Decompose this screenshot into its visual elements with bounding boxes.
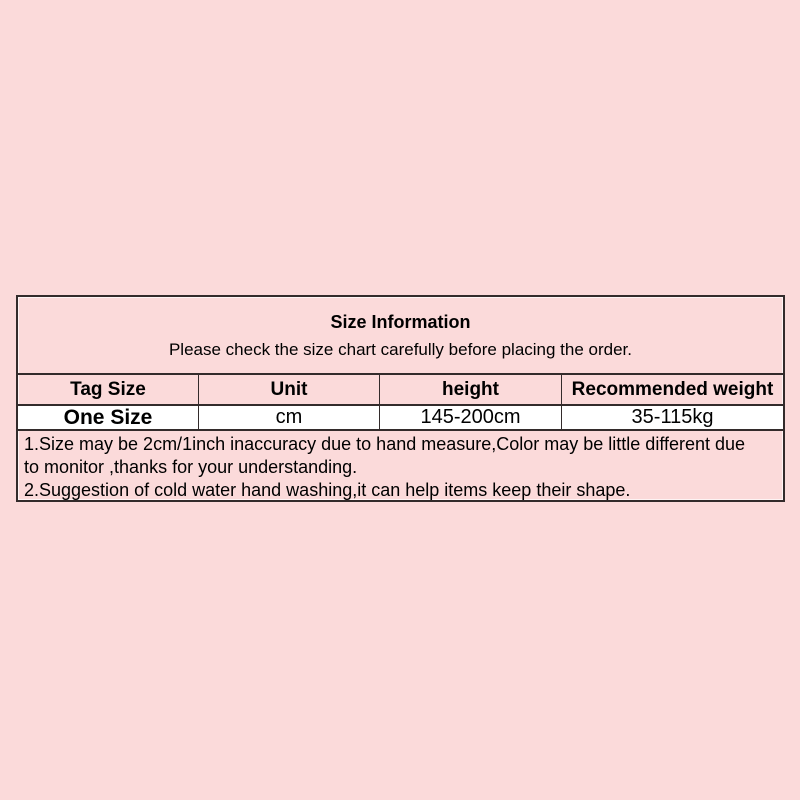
- cell-recommended-weight: 35-115kg: [631, 406, 714, 428]
- table-header-row: [18, 373, 783, 404]
- cell-unit: cm: [199, 406, 380, 429]
- column-header-height: height: [380, 375, 562, 404]
- column-header-unit: Unit: [199, 375, 380, 404]
- table-notes-section: [18, 429, 783, 500]
- size-chart-table: [16, 295, 785, 502]
- cell-tag-size: One Size: [18, 406, 199, 429]
- column-header-recommended-weight: Recommended weight: [571, 378, 774, 400]
- note-line-1: 1.Size may be 2cm/1inch inaccuracy due to hand measure,Color may be little different due: [24, 434, 746, 454]
- cell-height: 145-200cm: [380, 406, 562, 429]
- table-row: [18, 404, 783, 429]
- table-title-section: [18, 297, 783, 373]
- note-line-3: 2.Suggestion of cold water hand washing,it can help items keep their shape.: [24, 480, 631, 500]
- table-subtitle: Please check the size chart carefully before placing the order.: [168, 339, 633, 359]
- table-title: Size Information: [330, 311, 471, 332]
- column-header-tag-size: Tag Size: [18, 375, 199, 404]
- note-line-2: to monitor ,thanks for your understanding.: [24, 457, 358, 477]
